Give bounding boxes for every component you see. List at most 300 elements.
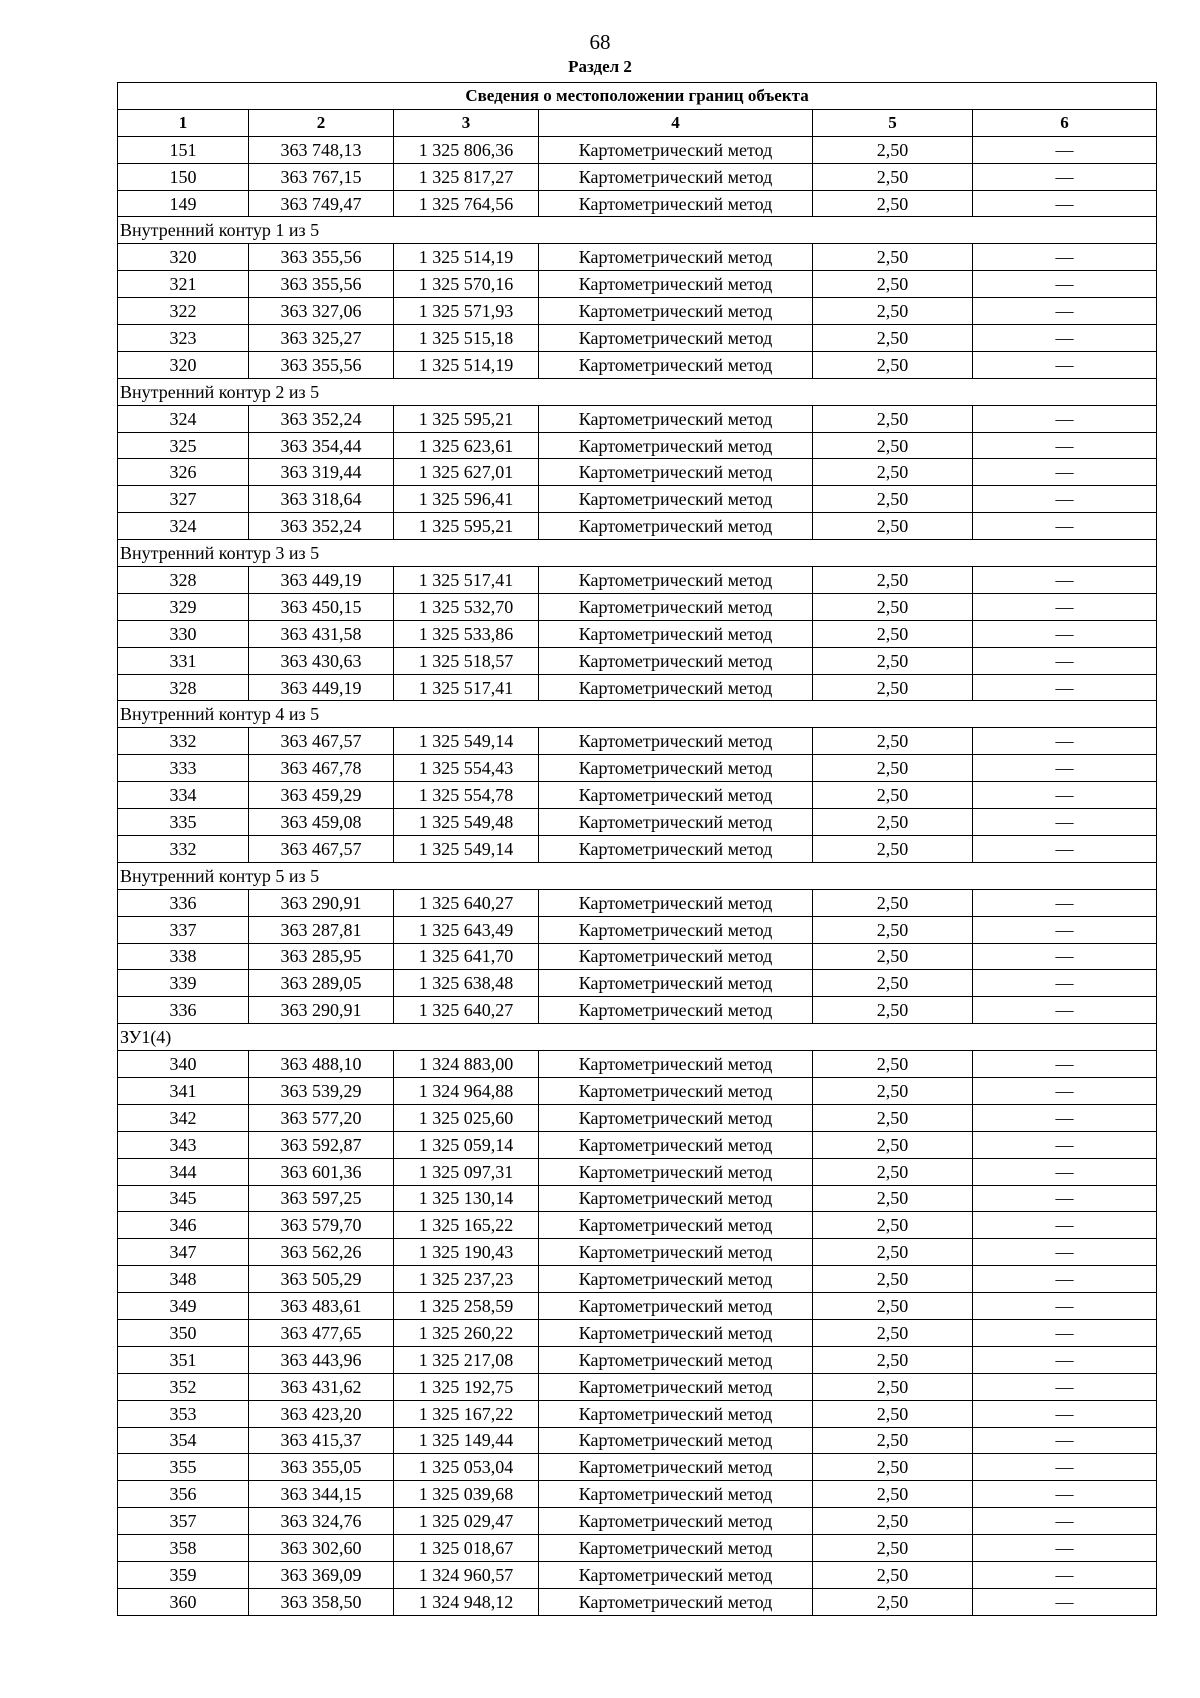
description-cell: — [973,190,1157,217]
y-coordinate-cell: 1 324 960,57 [394,1561,539,1588]
method-cell: Картометрический метод [539,325,813,352]
boundary-coordinates-table [117,82,1157,1616]
description-cell: — [973,674,1157,701]
description-cell: — [973,1561,1157,1588]
y-coordinate-cell: 1 325 515,18 [394,325,539,352]
y-coordinate-cell: 1 325 640,27 [394,889,539,916]
x-coordinate-cell: 363 423,20 [249,1400,394,1427]
method-cell: Картометрический метод [539,1131,813,1158]
x-coordinate-cell: 363 344,15 [249,1481,394,1508]
table-row [118,809,1157,836]
y-coordinate-cell: 1 325 190,43 [394,1239,539,1266]
point-number-cell: 340 [118,1051,249,1078]
table-row [118,1266,1157,1293]
contour-group-row [118,862,1157,889]
y-coordinate-cell: 1 325 130,14 [394,1185,539,1212]
x-coordinate-cell: 363 592,87 [249,1131,394,1158]
x-coordinate-cell: 363 443,96 [249,1346,394,1373]
y-coordinate-cell: 1 325 260,22 [394,1319,539,1346]
point-number-cell: 325 [118,432,249,459]
point-number-cell: 355 [118,1454,249,1481]
table-row [118,432,1157,459]
table-row [118,136,1157,163]
method-cell: Картометрический метод [539,782,813,809]
column-header: 3 [394,109,539,136]
description-cell: — [973,1481,1157,1508]
accuracy-cell: 2,50 [813,620,973,647]
column-header-row [118,109,1157,136]
table-row [118,620,1157,647]
point-number-cell: 353 [118,1400,249,1427]
y-coordinate-cell: 1 325 596,41 [394,486,539,513]
x-coordinate-cell: 363 327,06 [249,298,394,325]
point-number-cell: 357 [118,1508,249,1535]
point-number-cell: 324 [118,405,249,432]
accuracy-cell: 2,50 [813,1400,973,1427]
table-row [118,728,1157,755]
accuracy-cell: 2,50 [813,889,973,916]
table-row [118,1427,1157,1454]
x-coordinate-cell: 363 467,78 [249,755,394,782]
description-cell: — [973,943,1157,970]
table-row [118,567,1157,594]
accuracy-cell: 2,50 [813,1588,973,1615]
x-coordinate-cell: 363 415,37 [249,1427,394,1454]
point-number-cell: 327 [118,486,249,513]
method-cell: Картометрический метод [539,405,813,432]
accuracy-cell: 2,50 [813,405,973,432]
table-row [118,997,1157,1024]
y-coordinate-cell: 1 325 517,41 [394,567,539,594]
description-cell: — [973,271,1157,298]
table-row [118,755,1157,782]
x-coordinate-cell: 363 355,05 [249,1454,394,1481]
table-row [118,647,1157,674]
y-coordinate-cell: 1 325 554,43 [394,755,539,782]
description-cell: — [973,1373,1157,1400]
y-coordinate-cell: 1 325 258,59 [394,1293,539,1320]
accuracy-cell: 2,50 [813,782,973,809]
description-cell: — [973,459,1157,486]
x-coordinate-cell: 363 369,09 [249,1561,394,1588]
method-cell: Картометрический метод [539,190,813,217]
accuracy-cell: 2,50 [813,835,973,862]
description-cell: — [973,1185,1157,1212]
x-coordinate-cell: 363 355,56 [249,271,394,298]
description-cell: — [973,351,1157,378]
y-coordinate-cell: 1 324 948,12 [394,1588,539,1615]
method-cell: Картометрический метод [539,1051,813,1078]
accuracy-cell: 2,50 [813,513,973,540]
method-cell: Картометрический метод [539,889,813,916]
method-cell: Картометрический метод [539,809,813,836]
x-coordinate-cell: 363 318,64 [249,486,394,513]
y-coordinate-cell: 1 325 638,48 [394,970,539,997]
accuracy-cell: 2,50 [813,1454,973,1481]
accuracy-cell: 2,50 [813,244,973,271]
y-coordinate-cell: 1 325 549,14 [394,728,539,755]
method-cell: Картометрический метод [539,647,813,674]
table-row [118,298,1157,325]
table-row [118,1051,1157,1078]
accuracy-cell: 2,50 [813,1481,973,1508]
x-coordinate-cell: 363 302,60 [249,1535,394,1562]
y-coordinate-cell: 1 325 554,78 [394,782,539,809]
x-coordinate-cell: 363 562,26 [249,1239,394,1266]
description-cell: — [973,889,1157,916]
point-number-cell: 339 [118,970,249,997]
description-cell: — [973,1427,1157,1454]
y-coordinate-cell: 1 325 623,61 [394,432,539,459]
y-coordinate-cell: 1 325 237,23 [394,1266,539,1293]
table-row [118,1561,1157,1588]
description-cell: — [973,782,1157,809]
point-number-cell: 354 [118,1427,249,1454]
contour-group-label: ЗУ1(4) [118,1024,1157,1051]
description-cell: — [973,567,1157,594]
method-cell: Картометрический метод [539,835,813,862]
x-coordinate-cell: 363 352,24 [249,405,394,432]
table-row [118,1373,1157,1400]
description-cell: — [973,1104,1157,1131]
x-coordinate-cell: 363 449,19 [249,567,394,594]
x-coordinate-cell: 363 539,29 [249,1077,394,1104]
table-body [118,136,1157,1615]
point-number-cell: 332 [118,728,249,755]
table-row [118,782,1157,809]
method-cell: Картометрический метод [539,593,813,620]
table-row [118,1588,1157,1615]
point-number-cell: 342 [118,1104,249,1131]
point-number-cell: 351 [118,1346,249,1373]
table-row [118,1077,1157,1104]
contour-group-label: Внутренний контур 1 из 5 [118,217,1157,244]
contour-group-label: Внутренний контур 2 из 5 [118,378,1157,405]
contour-group-row [118,217,1157,244]
x-coordinate-cell: 363 579,70 [249,1212,394,1239]
description-cell: — [973,1400,1157,1427]
y-coordinate-cell: 1 325 627,01 [394,459,539,486]
point-number-cell: 149 [118,190,249,217]
table-row [118,674,1157,701]
table-row [118,1104,1157,1131]
accuracy-cell: 2,50 [813,1212,973,1239]
point-number-cell: 330 [118,620,249,647]
point-number-cell: 320 [118,351,249,378]
accuracy-cell: 2,50 [813,1293,973,1320]
accuracy-cell: 2,50 [813,1185,973,1212]
y-coordinate-cell: 1 325 192,75 [394,1373,539,1400]
table-row [118,486,1157,513]
x-coordinate-cell: 363 467,57 [249,728,394,755]
y-coordinate-cell: 1 325 571,93 [394,298,539,325]
y-coordinate-cell: 1 325 518,57 [394,647,539,674]
point-number-cell: 343 [118,1131,249,1158]
column-header: 1 [118,109,249,136]
column-header: 2 [249,109,394,136]
description-cell: — [973,486,1157,513]
point-number-cell: 336 [118,889,249,916]
method-cell: Картометрический метод [539,1212,813,1239]
description-cell: — [973,1077,1157,1104]
x-coordinate-cell: 363 290,91 [249,997,394,1024]
x-coordinate-cell: 363 290,91 [249,889,394,916]
description-cell: — [973,970,1157,997]
description-cell: — [973,513,1157,540]
accuracy-cell: 2,50 [813,1051,973,1078]
description-cell: — [973,728,1157,755]
accuracy-cell: 2,50 [813,459,973,486]
x-coordinate-cell: 363 319,44 [249,459,394,486]
y-coordinate-cell: 1 325 039,68 [394,1481,539,1508]
method-cell: Картометрический метод [539,674,813,701]
table-row [118,1535,1157,1562]
x-coordinate-cell: 363 488,10 [249,1051,394,1078]
x-coordinate-cell: 363 287,81 [249,916,394,943]
table-row [118,325,1157,352]
y-coordinate-cell: 1 325 029,47 [394,1508,539,1535]
point-number-cell: 352 [118,1373,249,1400]
table-row [118,1293,1157,1320]
point-number-cell: 150 [118,163,249,190]
table-row [118,1346,1157,1373]
method-cell: Картометрический метод [539,1077,813,1104]
accuracy-cell: 2,50 [813,190,973,217]
x-coordinate-cell: 363 355,56 [249,351,394,378]
point-number-cell: 335 [118,809,249,836]
method-cell: Картометрический метод [539,943,813,970]
description-cell: — [973,163,1157,190]
point-number-cell: 345 [118,1185,249,1212]
accuracy-cell: 2,50 [813,728,973,755]
contour-group-row [118,540,1157,567]
y-coordinate-cell: 1 325 167,22 [394,1400,539,1427]
method-cell: Картометрический метод [539,916,813,943]
table-caption-row [118,83,1157,110]
accuracy-cell: 2,50 [813,1427,973,1454]
y-coordinate-cell: 1 325 053,04 [394,1454,539,1481]
accuracy-cell: 2,50 [813,1266,973,1293]
table-row [118,405,1157,432]
description-cell: — [973,1535,1157,1562]
table-row [118,271,1157,298]
table-row [118,916,1157,943]
point-number-cell: 326 [118,459,249,486]
contour-group-label: Внутренний контур 4 из 5 [118,701,1157,728]
table-row [118,889,1157,916]
method-cell: Картометрический метод [539,1508,813,1535]
x-coordinate-cell: 363 358,50 [249,1588,394,1615]
x-coordinate-cell: 363 505,29 [249,1266,394,1293]
table-row [118,244,1157,271]
description-cell: — [973,1131,1157,1158]
column-header: 4 [539,109,813,136]
table-row [118,1239,1157,1266]
point-number-cell: 337 [118,916,249,943]
x-coordinate-cell: 363 325,27 [249,325,394,352]
x-coordinate-cell: 363 483,61 [249,1293,394,1320]
accuracy-cell: 2,50 [813,325,973,352]
accuracy-cell: 2,50 [813,593,973,620]
accuracy-cell: 2,50 [813,163,973,190]
table-row [118,835,1157,862]
x-coordinate-cell: 363 354,44 [249,432,394,459]
y-coordinate-cell: 1 325 549,48 [394,809,539,836]
accuracy-cell: 2,50 [813,755,973,782]
x-coordinate-cell: 363 597,25 [249,1185,394,1212]
point-number-cell: 358 [118,1535,249,1562]
y-coordinate-cell: 1 325 640,27 [394,997,539,1024]
description-cell: — [973,1051,1157,1078]
table-row [118,943,1157,970]
point-number-cell: 332 [118,835,249,862]
y-coordinate-cell: 1 325 018,67 [394,1535,539,1562]
description-cell: — [973,136,1157,163]
table-row [118,593,1157,620]
method-cell: Картометрический метод [539,1373,813,1400]
y-coordinate-cell: 1 325 643,49 [394,916,539,943]
accuracy-cell: 2,50 [813,809,973,836]
point-number-cell: 328 [118,674,249,701]
accuracy-cell: 2,50 [813,298,973,325]
y-coordinate-cell: 1 325 764,56 [394,190,539,217]
accuracy-cell: 2,50 [813,1319,973,1346]
method-cell: Картометрический метод [539,1400,813,1427]
table-row [118,163,1157,190]
point-number-cell: 360 [118,1588,249,1615]
y-coordinate-cell: 1 325 149,44 [394,1427,539,1454]
description-cell: — [973,809,1157,836]
method-cell: Картометрический метод [539,513,813,540]
accuracy-cell: 2,50 [813,647,973,674]
table-row [118,1481,1157,1508]
accuracy-cell: 2,50 [813,943,973,970]
method-cell: Картометрический метод [539,1319,813,1346]
y-coordinate-cell: 1 325 549,14 [394,835,539,862]
contour-group-row [118,378,1157,405]
x-coordinate-cell: 363 450,15 [249,593,394,620]
accuracy-cell: 2,50 [813,997,973,1024]
accuracy-cell: 2,50 [813,567,973,594]
description-cell: — [973,593,1157,620]
table-row [118,1212,1157,1239]
description-cell: — [973,1266,1157,1293]
y-coordinate-cell: 1 324 883,00 [394,1051,539,1078]
y-coordinate-cell: 1 325 595,21 [394,405,539,432]
description-cell: — [973,916,1157,943]
description-cell: — [973,1319,1157,1346]
y-coordinate-cell: 1 324 964,88 [394,1077,539,1104]
y-coordinate-cell: 1 325 059,14 [394,1131,539,1158]
y-coordinate-cell: 1 325 533,86 [394,620,539,647]
x-coordinate-cell: 363 449,19 [249,674,394,701]
method-cell: Картометрический метод [539,970,813,997]
accuracy-cell: 2,50 [813,486,973,513]
description-cell: — [973,1508,1157,1535]
point-number-cell: 349 [118,1293,249,1320]
method-cell: Картометрический метод [539,1185,813,1212]
description-cell: — [973,1239,1157,1266]
method-cell: Картометрический метод [539,1239,813,1266]
point-number-cell: 323 [118,325,249,352]
method-cell: Картометрический метод [539,298,813,325]
description-cell: — [973,1454,1157,1481]
point-number-cell: 338 [118,943,249,970]
point-number-cell: 356 [118,1481,249,1508]
x-coordinate-cell: 363 289,05 [249,970,394,997]
accuracy-cell: 2,50 [813,1508,973,1535]
x-coordinate-cell: 363 601,36 [249,1158,394,1185]
point-number-cell: 348 [118,1266,249,1293]
accuracy-cell: 2,50 [813,916,973,943]
accuracy-cell: 2,50 [813,1104,973,1131]
contour-group-label: Внутренний контур 3 из 5 [118,540,1157,567]
method-cell: Картометрический метод [539,163,813,190]
accuracy-cell: 2,50 [813,1535,973,1562]
accuracy-cell: 2,50 [813,1561,973,1588]
description-cell: — [973,298,1157,325]
method-cell: Картометрический метод [539,1588,813,1615]
method-cell: Картометрический метод [539,1293,813,1320]
y-coordinate-cell: 1 325 217,08 [394,1346,539,1373]
y-coordinate-cell: 1 325 025,60 [394,1104,539,1131]
table-row [118,513,1157,540]
method-cell: Картометрический метод [539,1561,813,1588]
y-coordinate-cell: 1 325 806,36 [394,136,539,163]
y-coordinate-cell: 1 325 165,22 [394,1212,539,1239]
method-cell: Картометрический метод [539,567,813,594]
y-coordinate-cell: 1 325 517,41 [394,674,539,701]
accuracy-cell: 2,50 [813,271,973,298]
column-header: 5 [813,109,973,136]
section-title: Раздел 2 [568,57,632,76]
table-row [118,1400,1157,1427]
description-cell: — [973,1212,1157,1239]
point-number-cell: 151 [118,136,249,163]
method-cell: Картометрический метод [539,1266,813,1293]
method-cell: Картометрический метод [539,1346,813,1373]
x-coordinate-cell: 363 355,56 [249,244,394,271]
description-cell: — [973,997,1157,1024]
y-coordinate-cell: 1 325 514,19 [394,244,539,271]
method-cell: Картометрический метод [539,1427,813,1454]
table-caption: Сведения о местоположении границ объекта [118,83,1157,110]
point-number-cell: 346 [118,1212,249,1239]
contour-group-row [118,1024,1157,1051]
accuracy-cell: 2,50 [813,674,973,701]
x-coordinate-cell: 363 459,29 [249,782,394,809]
point-number-cell: 320 [118,244,249,271]
table-row [118,970,1157,997]
method-cell: Картометрический метод [539,1454,813,1481]
method-cell: Картометрический метод [539,486,813,513]
description-cell: — [973,405,1157,432]
method-cell: Картометрический метод [539,271,813,298]
point-number-cell: 322 [118,298,249,325]
accuracy-cell: 2,50 [813,1077,973,1104]
point-number-cell: 331 [118,647,249,674]
point-number-cell: 329 [118,593,249,620]
x-coordinate-cell: 363 431,58 [249,620,394,647]
contour-group-label: Внутренний контур 5 из 5 [118,862,1157,889]
method-cell: Картометрический метод [539,244,813,271]
method-cell: Картометрический метод [539,136,813,163]
description-cell: — [973,755,1157,782]
y-coordinate-cell: 1 325 595,21 [394,513,539,540]
accuracy-cell: 2,50 [813,432,973,459]
column-header: 6 [973,109,1157,136]
method-cell: Картометрический метод [539,1535,813,1562]
